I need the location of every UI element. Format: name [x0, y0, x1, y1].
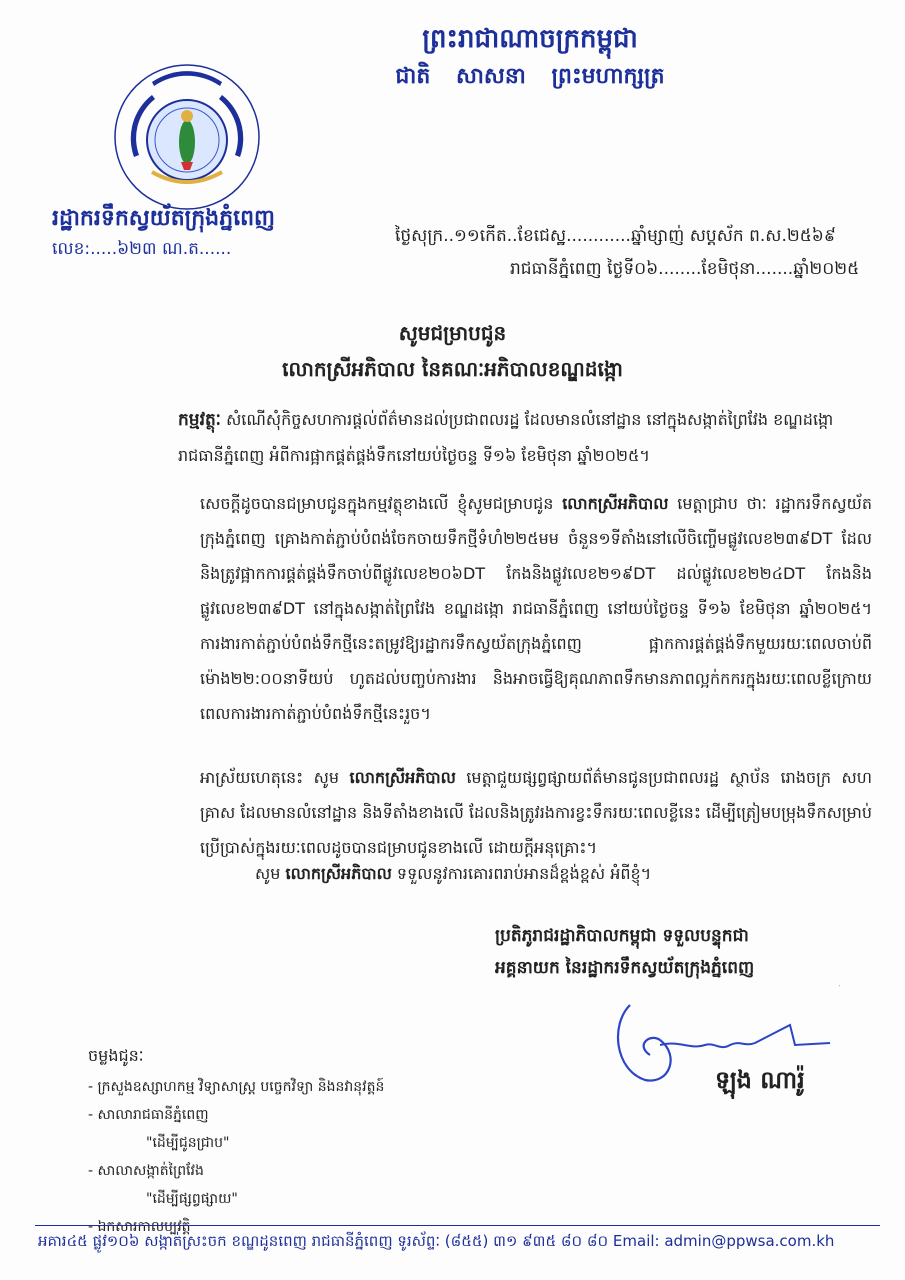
kingdom-heading: ព្រះរាជាណាចក្រកម្ពុជា	[422, 24, 638, 54]
honorific: លោកស្រីអភិបាល	[285, 864, 392, 883]
signatory-title	[495, 920, 895, 984]
salutation-respect: សូមជម្រាបជូន	[398, 321, 507, 345]
sender-org-name: រដ្ឋាករទឹកស្វយ័តក្រុងភ្នំពេញ	[52, 206, 276, 231]
solar-date: រាជធានីភ្នំពេញ ថ្ងៃទី០៦........ខែមិថុនា.......ឆ្នាំ២០២៥	[510, 259, 860, 279]
copy-item-note: "ដើម្បីផ្សព្វផ្សាយ"	[146, 1191, 238, 1207]
p2-before: អាស្រ័យហេតុនេះ សូម	[200, 768, 340, 787]
subject-block	[178, 402, 878, 474]
copy-item-note: "ដើម្បីជូនជ្រាប"	[146, 1135, 230, 1151]
copy-item: - សាលាសង្កាត់ព្រៃវែង	[88, 1163, 204, 1179]
signatory-line-1: ប្រតិភូរាជរដ្ឋាភិបាលកម្ពុជា ទទួលបន្ទុកជា	[495, 926, 749, 946]
footer-divider	[35, 1225, 880, 1226]
body-paragraph-1	[200, 486, 872, 731]
copy-item: - ក្រសួងឧស្សាហកម្ម វិទ្យាសាស្ត្រ បច្ចេកវិទ្យា និងនវានុវត្តន៍	[88, 1079, 385, 1095]
honorific: លោកស្រីអភិបាល	[349, 768, 456, 787]
p2-after: មេត្តាជួយផ្សព្វផ្សាយព័ត៌មានជូនប្រជាពលរដ្ឋ ស្ថាប័ន រោងចក្រ សហគ្រាស ដែលមានលំនៅដ្ឋាន និងទីតាំងខាងលើ ដែលនិងត្រូវរងការខ្វះទឹករយៈពេលខ្លីនេះ ដើម្បីត្រៀមបម្រុងទឹកសម្រាប់ប្រើប្រាស់ក្នុងរយៈពេលដូចបានជម្រាបជូនខាងលើ ដោយក្តីអនុគ្រោះ។	[200, 768, 872, 857]
signatory-name: ឡុង ណារ៉ូ	[715, 1066, 805, 1094]
signatory-line-2: អគ្គនាយក នៃរដ្ឋាករទឹកស្វយ័តក្រុងភ្នំពេញ	[495, 958, 755, 978]
subject-text: សំណើសុំកិច្ចសហការផ្តល់ព័ត៌មានដល់ប្រជាពលរដ្ឋ ដែលមានលំនៅដ្ឋាន នៅក្នុងសង្កាត់ព្រៃវែង ខណ្ឌដង្កោ រាជធានីភ្នំពេញ អំពីការផ្អាកផ្គត់ផ្គង់ទឹកនៅយប់ថ្ងៃចន្ទ ទី១៦ ខែមិថុនា ឆ្នាំ២០២៥។	[178, 410, 834, 465]
ppwsa-logo	[112, 62, 262, 212]
p3-before: សូម	[255, 864, 281, 883]
recipient-title: លោកស្រីអភិបាល នៃគណៈអភិបាលខណ្ឌដង្កោ	[282, 357, 623, 381]
copies-list	[88, 1073, 488, 1241]
copy-item: - សាលារាជធានីភ្នំពេញ	[88, 1107, 209, 1123]
p1-before: សេចក្តីដូចបានជម្រាបជូនក្នុងកម្មវត្ថុខាងលើ ខ្ញុំសូមជម្រាបជូន	[200, 494, 554, 513]
reference-number: លេខ:.....៦២៣ ណ.ត......	[52, 239, 232, 259]
copies-title: ចម្លងជូនៈ	[88, 1046, 144, 1065]
subject-label: កម្មវត្ថុៈ	[178, 410, 221, 430]
p1-after: មេត្តាជ្រាប ថាៈ រដ្ឋាករទឹកស្វយ័តក្រុងភ្នំពេញ គ្រោងកាត់ភ្ជាប់បំពង់ចែកចាយទឹកថ្មីទំហំ២២៥មម ចំនួន១ទីតាំងនៅលើចិញ្ចើមផ្លូវលេខ២៣៩DT ដែលនិងត្រូវផ្អាកការផ្គត់ផ្គង់ទឹកចាប់ពីផ្លូវលេខ២០៦DT កែងនិងផ្លូវលេខ២១៩DT ដល់ផ្លូវលេខ២២៤DT កែងនិងផ្លូវលេខ២៣៩DT នៅក្នុងសង្កាត់ព្រៃវែង ខណ្ឌដង្កោ រាជធានីភ្នំពេញ នៅយប់ថ្ងៃចន្ទ ទី១៦ ខែមិថុនា ឆ្នាំ២០២៥។ ការងារកាត់ភ្ជាប់បំពង់ទឹកថ្មីនេះតម្រូវឱ្យរដ្ឋាករទឹកស្វយ័តក្រុងភ្នំពេញ ផ្អាកការផ្គត់ផ្គង់ទឹកមួយរយៈពេលចាប់ពីម៉ោង២២:០០នាទីយប់ ហូតដល់បញ្ចប់ការងារ និងអាចធ្វើឱ្យគុណភាពទឹកមានភាពល្អក់កករក្នុងរយៈពេលខ្លីក្រោយពេលការងារកាត់ភ្ជាប់បំពង់ទឹកថ្មីនេះរួច។	[200, 494, 872, 723]
national-motto: ជាតិ សាសនា ព្រះមហាក្សត្រ	[395, 64, 665, 89]
lunar-date: ថ្ងៃសុក្រ..១១កើត..ខែជេស្ឋ............ឆ្នាំម្សាញ់ សប្តស័ក ព.ស.២៥៦៩	[395, 226, 836, 246]
p3-after: ទទួលនូវការគោរពរាប់អានដ៏ខ្ពង់ខ្ពស់ អំពីខ្ញុំ។	[396, 864, 652, 883]
honorific: លោកស្រីអភិបាល	[562, 494, 669, 513]
footer-address: អគារ៤៥ ផ្លូវ១០៦ សង្កាត់ស្រះចក ខណ្ឌដូនពេញ រាជធានីភ្នំពេញ ទូរស័ព្ទៈ (៨៥៥) ៣១ ៩៣៥ ៨០ ៨០ Email: admin@ppwsa.com.kh	[38, 1232, 835, 1250]
water-goddess-emblem-icon	[112, 62, 262, 212]
closing-line	[255, 858, 875, 890]
copy-item: - ឯកសារកាលប្បវត្តិ	[88, 1219, 191, 1235]
body-paragraph-2	[200, 760, 872, 865]
